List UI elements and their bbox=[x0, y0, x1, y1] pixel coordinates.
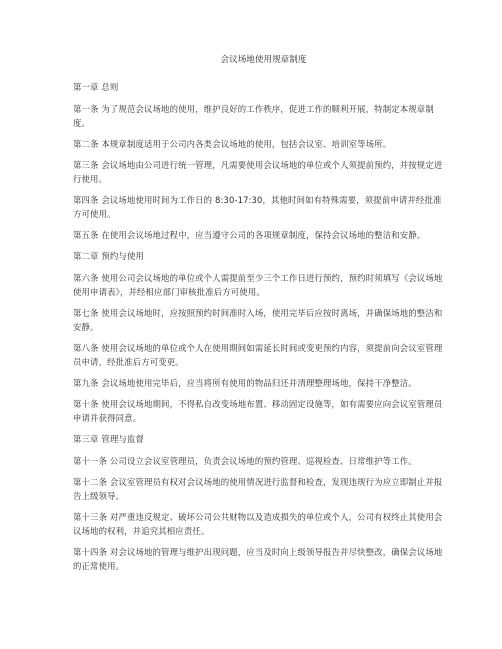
article-7: 第七条 使用会议场地时，应按照预约时间准时入场，使用完毕后应按时离场，并确保场地的整洁和安静。 bbox=[73, 308, 443, 332]
article-1: 第一条 为了规范会议场地的使用，维护良好的工作秩序，促进工作的顺利开展，特制定本规章制度。 bbox=[73, 104, 434, 128]
article-2: 第二条 本规章制度适用于公司内各类会议场地的使用，包括会议室、培训室等场所。 bbox=[73, 139, 392, 149]
article-14: 第十四条 对会议场地的管理与维护出现问题，应当及时向上级领导报告并尽快整改，确保会议场地的正常使用。 bbox=[73, 547, 443, 571]
article-4: 第四条 会议场地使用时间为工作日的 8:30-17:30，其他时间如有特殊需要，须提前申请并经批准方可使用。 bbox=[73, 195, 442, 219]
article-6: 第六条 使用公司会议场地的单位或个人需提前至少三个工作日进行预约，预约时须填写《会议场地使用申请表》，并经相应部门审核批准后方可使用。 bbox=[73, 273, 443, 297]
article-3: 第三条 会议场地由公司进行统一管理，凡需要使用会议场地的单位或个人须提前预约，并按规定进行使用。 bbox=[73, 160, 443, 184]
article-12: 第十二条 会议室管理员有权对会议场地的使用情况进行监督和检查，发现违规行为应立即制止并报告上级领导。 bbox=[73, 477, 443, 501]
chapter-1-heading: 第一章 总则 bbox=[73, 82, 119, 92]
article-13: 第十三条 对严重违反规定、破坏公司公共财物以及造成损失的单位或个人，公司有权终止其使用会议场地的权利，并追究其相应责任。 bbox=[73, 512, 443, 536]
article-5: 第五条 在使用会议场地过程中，应当遵守公司的各项规章制度，保持会议场地的整洁和安静。 bbox=[73, 230, 426, 240]
document-title: 会议场地使用规章制度 bbox=[220, 55, 307, 65]
article-11: 第十一条 公司设立会议室管理员，负责会议场地的预约管理、巡视检查、日常维护等工作。 bbox=[73, 456, 417, 466]
chapter-3-heading: 第三章 管理与监督 bbox=[73, 434, 145, 444]
article-10: 第十条 使用会议场地期间，不得私自改变场地布置、移动固定设施等，如有需要应向会议室管理员申请并获得同意。 bbox=[73, 399, 443, 423]
article-9: 第九条 会议场地使用完毕后，应当将所有使用的物品归还并清理整理场地，保持干净整洁。 bbox=[73, 378, 417, 388]
article-8: 第八条 使用会议场地的单位或个人在使用期间如需延长时间或变更预约内容，须提前向会议室管理员申请，经批准后方可变更。 bbox=[73, 343, 443, 367]
chapter-2-heading: 第二章 预约与使用 bbox=[73, 251, 145, 261]
